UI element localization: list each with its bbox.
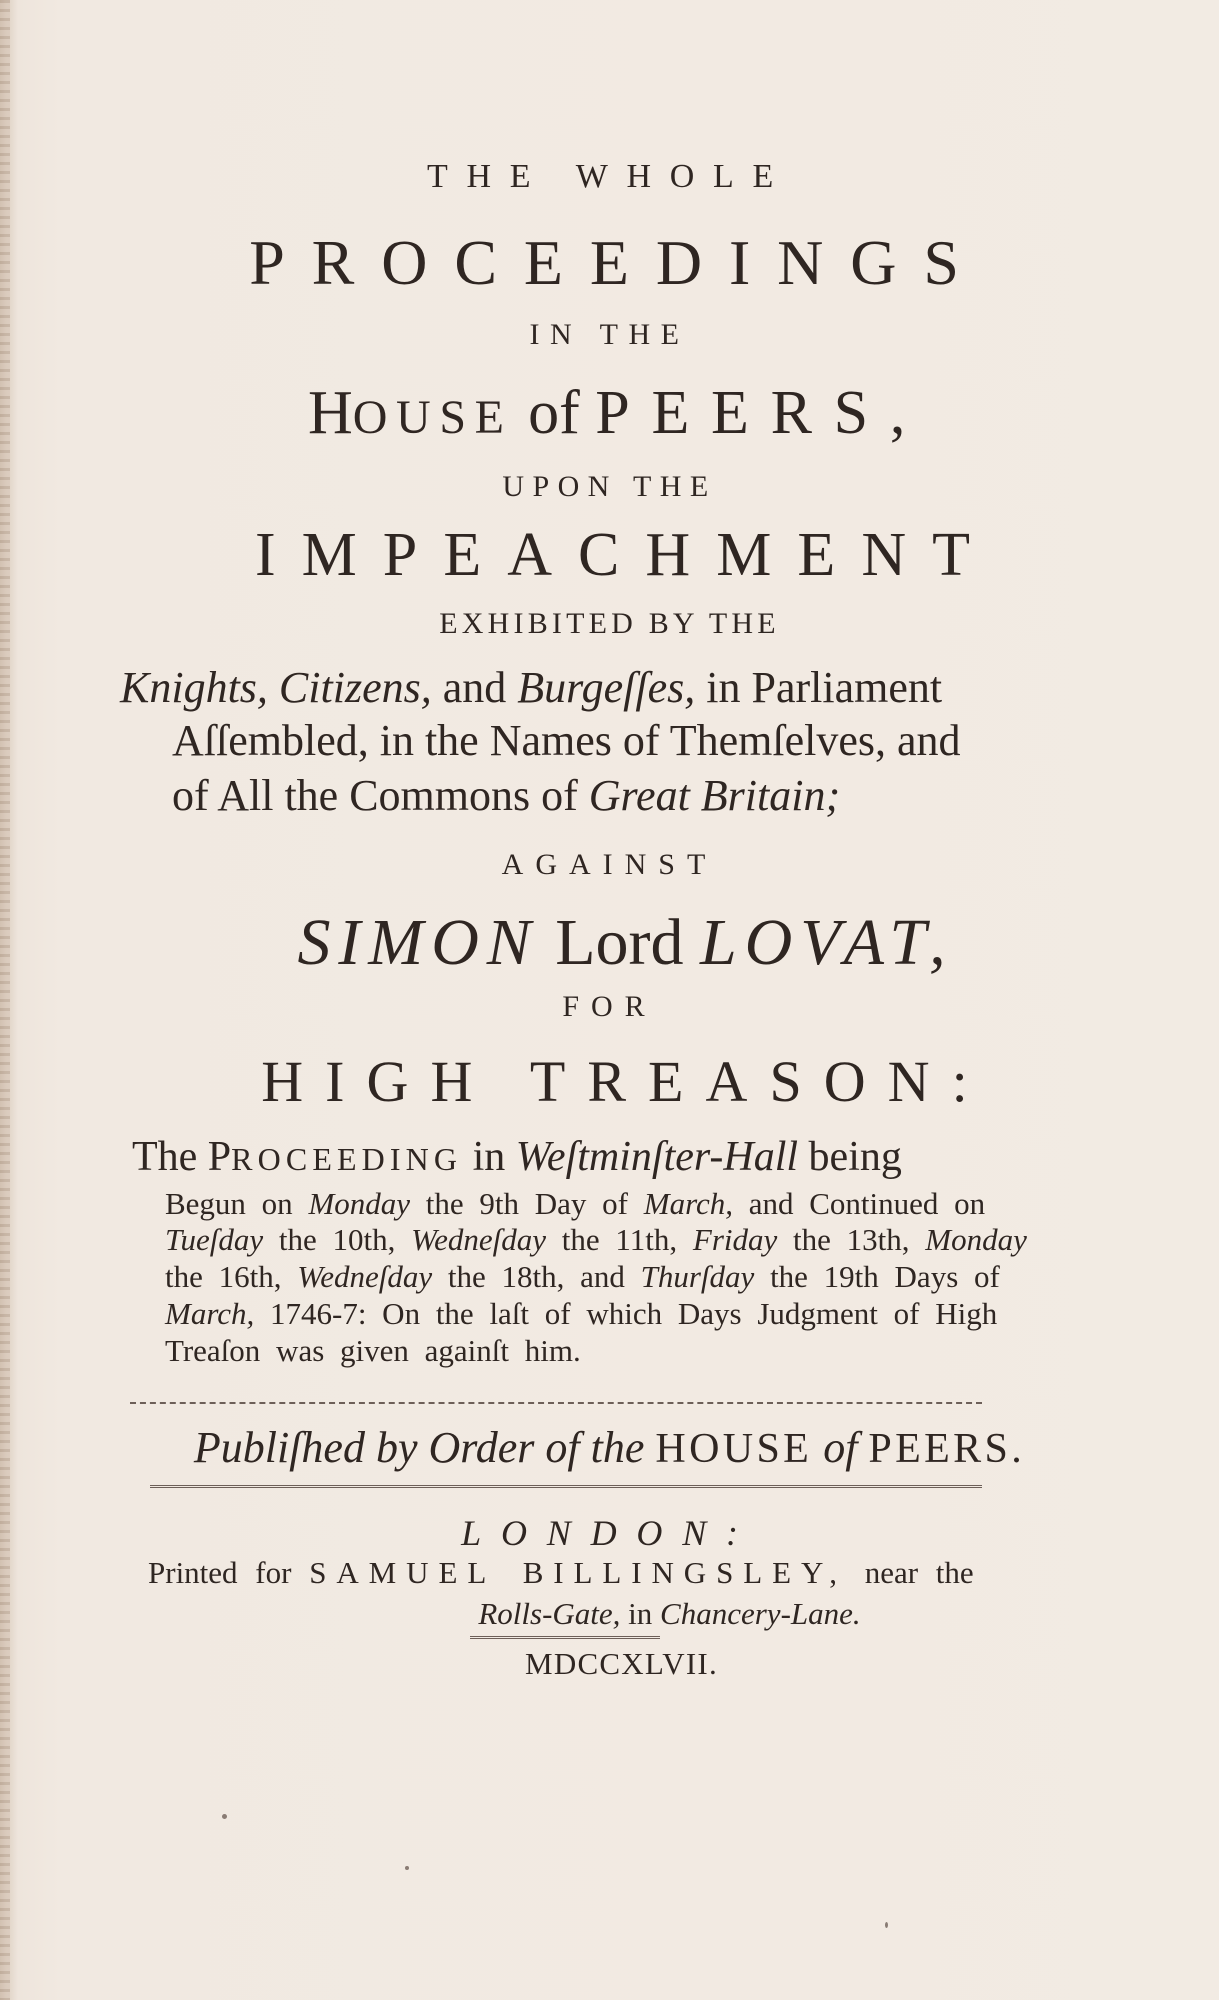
line3-b: the 18th, and <box>432 1259 641 1294</box>
heading-the-whole: THE WHOLE <box>426 158 792 195</box>
line-assembled: Aſſembled, in the Names of Themſelves, and <box>172 716 961 765</box>
knights-italic: Knights, Citizens, <box>120 663 432 712</box>
simon-name: SIMON <box>297 906 539 979</box>
house-peers: PEERS, <box>595 379 928 447</box>
imprint-address <box>60 1596 1219 1632</box>
line2-monday: Monday <box>925 1222 1027 1257</box>
divider-rule-bottom <box>150 1485 982 1488</box>
rolls-gate: Rolls-Gate, <box>478 1596 621 1631</box>
heading-impeachment: IMPEACHMENT <box>254 521 997 589</box>
published-house: HOUSE <box>655 1426 813 1472</box>
proceeding-the: The <box>132 1134 208 1180</box>
heading-against: AGAINST <box>501 848 718 881</box>
line2-a: the 10th, <box>263 1222 412 1257</box>
body-line-4 <box>165 1296 997 1332</box>
line4-a: 1746-7: On the laſt of which Days Judgment of High <box>254 1296 998 1331</box>
house-word: HOUSE <box>307 379 513 447</box>
heading-for: FOR <box>562 990 657 1023</box>
published-peers: PEERS. <box>868 1426 1026 1472</box>
foxing-spot <box>405 1866 409 1870</box>
heading-house-of-peers <box>8 378 1219 449</box>
line4-march: March, <box>165 1296 255 1331</box>
published-of: of <box>823 1423 858 1472</box>
house-of: of <box>528 379 580 447</box>
lovat-name: LOVAT, <box>700 906 954 979</box>
divider-rule-date <box>470 1636 660 1639</box>
heading-high-treason: HIGH TREASON: <box>261 1049 990 1114</box>
chancery-lane: Chancery-Lane. <box>660 1596 861 1631</box>
proceeding-being: being <box>798 1134 902 1180</box>
line2-wednesday: Wedneſday <box>411 1222 547 1257</box>
imprint-date: MDCCXLVII. <box>525 1646 718 1681</box>
heading-simon-lord-lovat <box>16 905 1219 981</box>
printed-near: near the <box>846 1555 974 1590</box>
line-proceeding <box>132 1133 902 1181</box>
heading-exhibited-by: EXHIBITED BY THE <box>439 607 780 640</box>
line3-c: the 19th Days of <box>754 1259 1000 1294</box>
imprint-london: LONDON: <box>461 1513 758 1553</box>
printer-name: SAMUEL BILLINGSLEY, <box>309 1555 847 1590</box>
burgesses-italic: Burgeſſes, <box>517 663 696 712</box>
proceeding-word-rest: ROCEEDING <box>231 1141 463 1177</box>
body-line-1 <box>165 1186 985 1222</box>
foxing-spot <box>885 1922 888 1928</box>
printed-for: Printed for <box>148 1555 310 1590</box>
line1-a: Begun on <box>165 1186 309 1221</box>
great-britain: Great Britain; <box>588 771 841 820</box>
line2-friday: Friday <box>692 1222 778 1257</box>
line1-monday: Monday <box>308 1186 411 1221</box>
line3-thursday: Thurſday <box>640 1259 755 1294</box>
westminster-hall: Weſtminſter-Hall <box>515 1134 799 1180</box>
knights-end: in Parliament <box>695 663 943 712</box>
line1-b: the 9th Day of <box>410 1186 644 1221</box>
heading-proceedings: PROCEEDINGS <box>249 227 986 298</box>
commons-prefix: of All the Commons of <box>172 771 589 820</box>
line1-c: and Continued on <box>733 1186 986 1221</box>
proceeding-in: in <box>462 1134 516 1180</box>
line-commons <box>172 770 840 821</box>
body-line-2 <box>165 1222 1027 1258</box>
knights-rest: and <box>431 663 518 712</box>
line-published <box>0 1422 1219 1473</box>
line2-b: the 11th, <box>546 1222 693 1257</box>
heading-upon-the: UPON THE <box>502 470 717 503</box>
heading-in-the: IN THE <box>529 318 690 351</box>
line-knights <box>120 662 942 713</box>
proceeding-word: PROCEEDING <box>207 1134 463 1180</box>
line3-a: the 16th, <box>165 1259 298 1294</box>
line3-wednesday: Wedneſday <box>297 1259 433 1294</box>
foxing-spot <box>222 1814 227 1819</box>
imprint-printed-for <box>148 1555 974 1591</box>
lord-word: Lord <box>555 906 684 979</box>
divider-rule-top <box>130 1402 982 1404</box>
body-line-5: Treaſon was given againſt him. <box>165 1333 581 1368</box>
rolls-in: in <box>620 1596 661 1631</box>
body-line-3 <box>165 1259 1000 1295</box>
line1-march: March, <box>643 1186 733 1221</box>
house-word-rest: OUSE <box>352 391 513 444</box>
line2-tuesday: Tueſday <box>165 1222 264 1257</box>
line2-c: the 13th, <box>777 1222 926 1257</box>
published-italic: Publiſhed by Order of the <box>193 1423 645 1472</box>
